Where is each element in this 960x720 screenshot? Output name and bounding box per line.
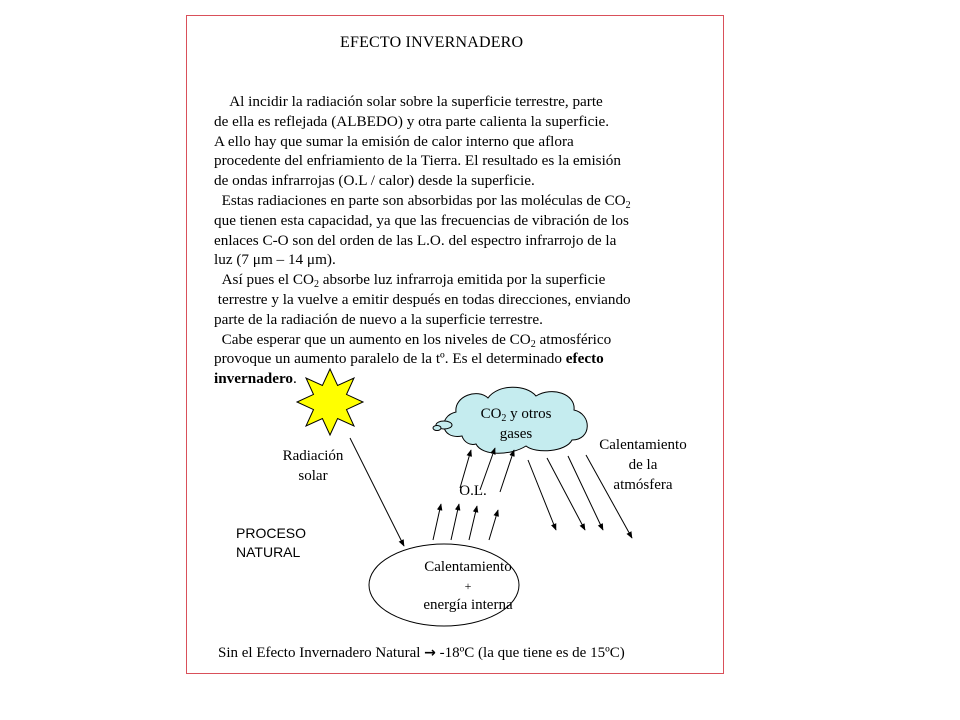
- text-span: provoque un aumento paralelo de la tº. Es el determinado: [214, 350, 566, 368]
- label-line: de la: [628, 457, 658, 473]
- subscript: 2: [625, 199, 631, 211]
- text-line: de ella es reflejada (ALBEDO) y otra parte calienta la superficie.: [214, 112, 610, 130]
- label-line: PROCESO: [236, 525, 307, 541]
- text-line: enlaces C-O son del orden de las L.O. del espectro infrarrojo de la: [214, 231, 617, 249]
- subscript: 2: [313, 279, 319, 291]
- text-span: Cabe esperar que un aumento en los niveles de CO: [214, 330, 531, 348]
- bold-term: invernadero: [214, 370, 294, 388]
- text-line: A ello hay que sumar la emisión de calor interno que aflora: [214, 132, 574, 150]
- sun-icon: [297, 369, 363, 435]
- longwave-arrow: [433, 504, 441, 540]
- label-line: Calentamiento: [424, 559, 512, 575]
- cloud-label: [474, 404, 558, 444]
- longwave-arrow: [469, 506, 477, 540]
- label-line: NATURAL: [236, 544, 301, 560]
- solar-radiation-arrow: [350, 438, 404, 546]
- downward-arrow: [547, 458, 585, 530]
- text-span: absorbe luz infrarroja emitida por la superficie: [318, 271, 606, 289]
- longwave-arrow: [489, 510, 498, 540]
- text-line: terrestre y la vuelve a emitir después en todas direcciones, enviando: [214, 290, 631, 308]
- cloud-label-line: [474, 404, 558, 424]
- label-line: solar: [298, 468, 328, 484]
- bold-term: efecto: [565, 350, 604, 368]
- text-span: -18ºC (la que tiene es de 15ºC): [435, 645, 625, 661]
- text-span: atmosférico: [535, 330, 612, 348]
- label-line: Calentamiento: [599, 437, 687, 453]
- page-title: EFECTO INVERNADERO: [340, 34, 524, 51]
- text-span: y otros: [506, 406, 552, 422]
- upward-arrow: [500, 450, 514, 492]
- text-line: procedente del enfriamiento de la Tierra. El resultado es la emisión: [214, 152, 621, 170]
- text-line: parte de la radiación de nuevo a la superficie terrestre.: [214, 310, 543, 328]
- text-span: Así pues el CO: [214, 271, 314, 289]
- atmosphere-heating-label: [588, 435, 698, 495]
- natural-process-label: [236, 524, 306, 562]
- text-line: Al incidir la radiación solar sobre la superficie terrestre, parte: [214, 93, 603, 110]
- label-line: atmósfera: [613, 477, 673, 493]
- solar-radiation-label: [270, 446, 356, 486]
- text-line: que tienen esta capacidad, ya que las frecuencias de vibración de los: [214, 211, 629, 229]
- label-line: Radiación: [282, 448, 344, 464]
- subscript: 2: [530, 338, 536, 350]
- footer-note: [218, 645, 625, 662]
- cloud-label-line: gases: [499, 426, 533, 442]
- earth-label: [398, 558, 538, 615]
- arrow-icon: →: [424, 645, 436, 661]
- text-span: Estas radiaciones en parte son absorbidas por las moléculas de CO: [214, 191, 626, 209]
- label-line: energía interna: [423, 597, 513, 613]
- text-span: CO: [480, 406, 502, 422]
- longwave-arrow: [451, 504, 459, 540]
- label-line: +: [464, 579, 472, 593]
- subscript: 2: [501, 413, 507, 424]
- longwave-label: O.L.: [459, 483, 487, 499]
- downward-arrow: [528, 460, 556, 530]
- text-span: .: [293, 370, 297, 388]
- text-line: de ondas infrarrojas (O.L / calor) desde la superficie.: [214, 172, 535, 190]
- text-line: luz (7 μm – 14 μm).: [214, 251, 336, 269]
- text-span: Sin el Efecto Invernadero Natural: [218, 645, 425, 661]
